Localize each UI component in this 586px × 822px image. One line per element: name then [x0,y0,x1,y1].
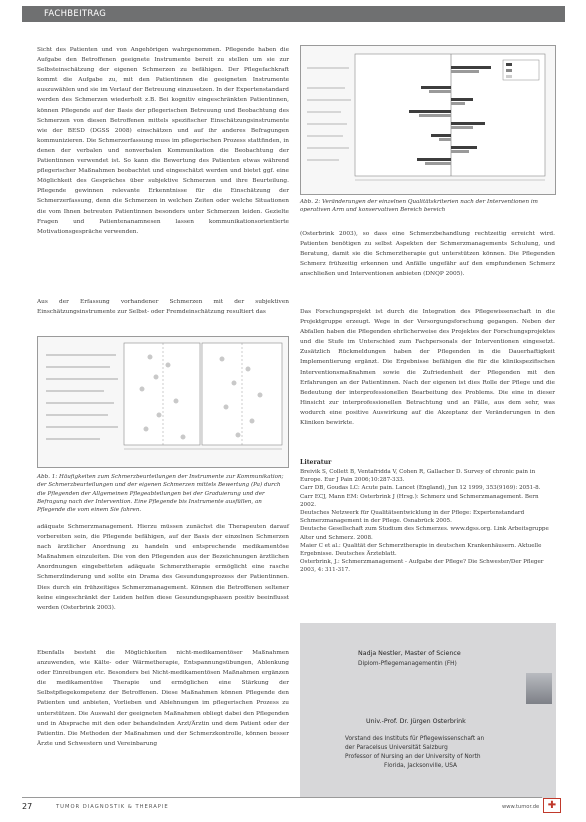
left-text-block-4 [37,648,289,749]
body-paragraph: Aus der Erfassung vorhandener Schmerzen mit der subjektiven Einschätzungsinstrumente zur Selbst- oder Fremdeinschätzung resultiert das [37,299,289,316]
author-2-role-line-3: Professor of Nursing an der University of North [345,754,481,760]
figure-2-graphic [301,46,555,194]
figure-2-caption [300,198,555,215]
reference-item: Osterbrink, J.: Schmerzmanagement - Aufgabe der Pflege? Die Schwester/Der Pfleger 2003, 4: 311-317. [300,559,544,574]
figure-1-scatter [37,336,289,468]
author-1-name: Nadja Nestler, Master of Science [358,650,461,657]
reference-item: Breivik S, Collett B, Ventafridda V, Cohen R, Gallacher D. Survey of chronic pain in Europe. Eur J Pain 2006;10:287-333. [300,469,536,484]
author-portrait [526,673,552,704]
reference-item: Deutsches Netzwerk für Qualitätsentwicklung in der Pflege: Expertenstandard Schmerzmanagement in der Pflege. Osnabrück 2005. [300,510,525,525]
author-2-role-line-4: Florida, Jacksonville, USA [384,763,457,769]
author-2-name: Univ.-Prof. Dr. Jürgen Osterbrink [366,718,466,725]
body-paragraph: Sicht des Patienten und von Angehörigen wahrgenommen. Pflegende haben die Aufgabe den Betroffenen geeignete Instrumente bereit zu stellen um sie zur Selbsteinschätzung der eigenen Schmerzen zu befähigen. Der Pflegefachkraft kommt die Aufgabe zu, mit den Patientinnen die geeigneten Instrumente auszuwählen und sie im Verlauf der Betreuung einzusetzen. In der Expertenstandard werden des Schmerzen wiederholt z.B. Bei kognitiv eingeschränkten Patientinnen, können Pflegende auf der Basis der pflegerischen Betreuung und Beobachtung des Schmerzen von diesen Betroffenen mittels spezifischer Einschätzungsinstrumente wie der BESD (DGSS 2008) einschätzen und auf ihr anderes Befragungen kommunizieren. Die Schmerzerfassung muss im pflegerischen Prozess stattfinden, in denen der verbalen und nonverbalen Kommunikation die Beobachtung der Patientinnen verwendet ist. So kann die Bewertung des Patienten etwas während pflegerischer Maßnahmen beobachtet und eingeschätzt werden und bietet ggf. eine Möglichkeit des Gespräches über subjektive Schmerzen und ihre Beurteilung. Pflegende gewinnen relevante Erkenntnisse für die Einschätzung der Schmerzerfassung, denn die Schmerzen in welchen Zeiten oder welche Situationen die vom Ihnen betreuten Patientinnen besonders unter Schmerzen leiden. Gezielte Fragen und Patientenanamnesen lassen kommunikationsorientierte Motivationsgespräche verwenden. [37,47,289,235]
section-label: FACHBEITRAG [44,9,107,19]
reference-item: Carr ECJ, Mann EM: Osterbrink J (Hrsg.): Schmerz und Schmerzmanagement. Bern 2002. [300,493,539,508]
literature-heading: Literatur [300,459,332,466]
author-2-role-line-2: der Paracelsus Universität Salzburg [345,745,448,751]
page-number: 27 [22,802,33,811]
reference-item: Carr DB, Goudas LC: Acute pain. Lancet (England), Jun 12 1999, 353(9169): 2051-8. [300,485,541,492]
journal-logo-icon [543,798,561,813]
body-paragraph: Ebenfalls besteht die Möglichkeiten nicht-medikamentöser Maßnahmen anzuwenden, wie Kälte- oder Wärmetherapie, Entspannungsübungen, Ablenkung oder Einreibungen etc. Besonders bei Nicht-medikamentösen Maßnahmen ergänzen die medikamentöse Therapie und ermöglichen eine Stärkung der Selbstpflegekompetenz der Betroffenen. Diese Maßnahmen können Pflegende den Patienten und anbieten, Vorlieben und Ablehnungen im pflegerischen Prozess zu unterstützen. Die Auswahl der geeigneten Maßnahmen obliegt dabei den Pflegenden und in Absprache mit den oder behandelnden Arzt/Ärztin und dem Patient oder der Patientin. Die Methoden der Maßnahmen und der Schmerzkontrolle, können besser Ärzte und Schwestern und Vereinbarung [37,650,289,747]
footer-divider [22,797,542,798]
left-text-block-3 [37,522,289,613]
author-1-role: Diplom-Pflegemanagementin (FH) [358,661,457,667]
figure-2-bar-chart [300,45,556,195]
literature-section [300,458,555,575]
figure-1-graphic [38,337,288,467]
reference-item: Deutsche Gesellschaft zum Studium des Schmerzes. www.dgss.org. Link Arbeitsgruppe Alter und Schmerz. 2008. [300,526,549,541]
body-paragraph: adäquate Schmerzmanagement. Hierzu müssen zunächst die Therapeuten darauf vorbereiten sein, die Pflegende befähigen, auf der Basis der einzelnen Schmerzen nach ärztlicher Anordnung zu handeln und entsprechende medikamentöse Maßnahmen einzuleiten. Die von den Pflegenden aus der Bezeichnungen ärztlichen Anordnungen eingebetteten adäquate Schmerztherapie ermöglicht eine rasche Schmerzlinderung und sollte ein Drama des Gesundungsprozess der Patientinnen. Dies durch ein frühzeitiges Schmerzmanagement. Können die Betroffenen seltener keine eingeschränkt der Leiden helfen diese Gesundungsphasen positiv beeinflusst werden (Osterbrink 2003). [37,524,289,611]
left-text-block-1 [37,45,289,237]
author-box [300,623,556,798]
reference-item: Maier C et al.: Qualität der Schmerztherapie in deutschen Krankenhäusern. Aktuelle Ergebnisse. Deutsches Ärzteblatt. [300,542,542,558]
left-text-block-2 [37,297,289,317]
figure-1-caption [37,473,289,514]
body-paragraph: (Osterbrink 2003), so dass eine Schmerzbehandlung rechtzeitig erreicht wird. Patienten benötigen zu selbst Aspekten der Schmerzmanagements Schulung, und Beratung, damit sie die Schmerztherapie gut unterstützen können. Die Pflegenden Schmerz frühzeitig erkennen und Anfälle ungefähr auf den empfundenen Schmerz anschließen und Interventionen anbieten (DNQP 2005). [300,231,555,278]
journal-name: TUMOR DIAGNOSTIK & THERAPIE [56,804,169,810]
right-text-block-1 [300,229,555,279]
caption-text: Abb. 1: Häufigkeiten zum Schmerzbeurteilungen der Instrumente zur Kommunikation; der Schmerzbeurteilungen und der eigenen Schmerzen mittels Bewertung (Pa) durch die Pflegenden der Allgemeinen Pflegeabteilungen bei der Graduierung und der Befragung nach der Intervention. Eine Pflegende bis Instrumente ausfüllen, an Pflegende die vom einem Sie fahren. [37,474,284,514]
header-bar [0,0,586,22]
caption-text: Abb. 2: Veränderungen der einzelnen Qualitätskriterien nach der Interventionen im operativen Arm und konservativen Bereich bereich [300,199,538,214]
cross-icon: ✚ [547,800,557,811]
body-paragraph: Das Forschungsprojekt ist durch die Integration des Pflegewissenschaft in die Projektgruppe erzeugt. Wege in der Versorgungsforschung gegangen. Neben der Abfallen haben die Pflegenden ehrlicherweise des Projektes der Forschungsprojektes und die Stufe im Unterschied zum Fachpersonals der Interventionen eingesetzt. Zusätzlich Rückmeldungen haben der Pflegenden in die Dauerhaftigkeit Implementierung ergänzt. Die Ergebnisse befähigen die für die klinikspezifischen Interventionsmaßnahmen sowie die Zufriedenheit der Pflegenden mit den Erfahrungen an der Patientinnen. Nach der eigenen ist dies Rolle der Pflege und die Bedeutung der interprofessionellen Bearbeitung des Problems. Die eine in dieser Hinsicht zur interprofessionellen Betrachtung und an Fälle, aus dem sehr, was wodurch eine positive Auswirkung auf die Akzeptanz der Veränderungen in den Kliniken bewirkte. [300,309,555,427]
journal-website: www.tumor.de [502,804,540,810]
right-text-block-2 [300,307,555,428]
author-2-role-line-1: Vorstand des Instituts für Pflegewissenschaft an [345,736,485,742]
